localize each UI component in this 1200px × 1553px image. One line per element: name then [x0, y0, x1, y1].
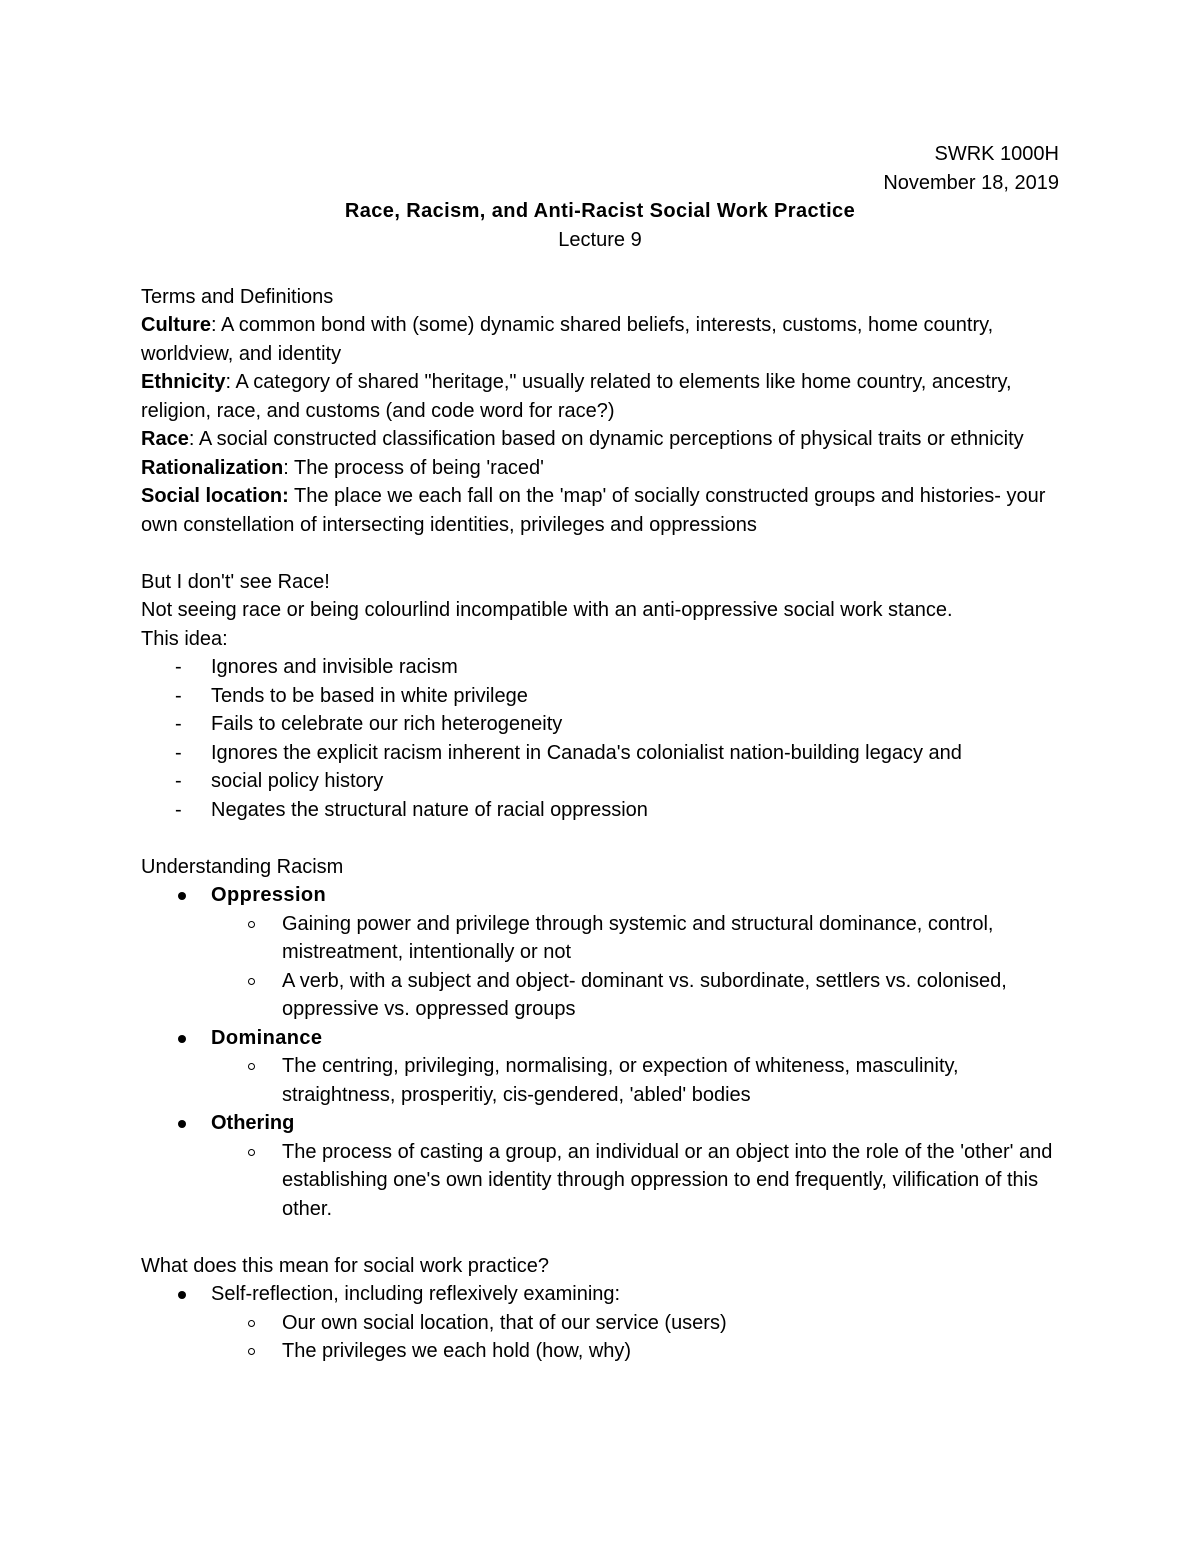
- list-item-othering: [141, 1109, 1059, 1223]
- bullet-icon: [178, 1120, 186, 1128]
- term-label: Ethnicity: [141, 371, 226, 393]
- list-item-text: social policy history: [211, 770, 384, 792]
- term-ethnicity: [141, 368, 1059, 425]
- list-item-label: Othering: [211, 1112, 295, 1134]
- dash-marker: -: [175, 684, 182, 707]
- sub-list: [211, 1052, 1059, 1109]
- circle-bullet-icon: [248, 1348, 255, 1355]
- practice-heading: What does this mean for social work practice?: [141, 1254, 549, 1277]
- term-definition: The process of being 'raced': [294, 456, 544, 479]
- term-social-location: [141, 482, 1059, 539]
- dash-marker: -: [175, 798, 182, 821]
- lecture-date: November 18, 2019: [883, 171, 1059, 194]
- list-item-text: Ignores the explicit racism inherent in Canada's colonialist nation-building legacy and: [211, 741, 962, 764]
- sub-list-item: [211, 1337, 1059, 1366]
- term-separator: :: [188, 428, 199, 450]
- list-item-text: Fails to celebrate our rich heterogeneity: [211, 713, 563, 735]
- list-item-label: Dominance: [211, 1026, 323, 1049]
- see-race-list: [141, 653, 1059, 824]
- sub-list-item-text: Our own social location, that of our service (users): [282, 1311, 727, 1334]
- bullet-icon: [178, 1035, 186, 1043]
- list-item-label: Self-reflection, including reflexively examining:: [211, 1283, 621, 1305]
- circle-bullet-icon: [248, 921, 255, 928]
- list-item-label: Oppression: [211, 884, 327, 906]
- list-item-text: Ignores and invisible racism: [211, 656, 458, 678]
- term-separator: :: [211, 314, 222, 336]
- list-item: [141, 796, 1059, 825]
- sub-list: [211, 1138, 1059, 1224]
- sub-list-item-text: The centring, privileging, normalising, or expection of whiteness, masculinity, straightness, prosperitiy, cis-gendered, 'abled' bodies: [282, 1055, 959, 1106]
- list-item: [141, 653, 1059, 682]
- circle-bullet-icon: [248, 1320, 255, 1327]
- term-race: [141, 425, 1059, 454]
- list-item-oppression: [141, 881, 1059, 1024]
- list-item-dominance: [141, 1024, 1059, 1110]
- term-definition: A common bond with (some) dynamic shared beliefs, interests, customs, home country, worldview, and identity: [141, 314, 994, 365]
- dash-marker: -: [175, 656, 182, 678]
- list-item-text: Negates the structural nature of racial oppression: [211, 798, 648, 821]
- sub-list-item: [211, 967, 1059, 1024]
- understanding-list: [141, 881, 1059, 1223]
- spacer: [141, 539, 1059, 568]
- dash-marker: -: [175, 741, 182, 764]
- term-culture: [141, 311, 1059, 368]
- lecture-number: Lecture 9: [558, 228, 642, 251]
- document-title: Race, Racism, and Anti-Racist Social Work Practice: [344, 200, 856, 222]
- list-item-text: Tends to be based in white privilege: [211, 684, 528, 707]
- dash-marker: -: [175, 713, 182, 735]
- sub-list-item-text: Gaining power and privilege through systemic and structural dominance, control, mistreatment, intentionally or not: [282, 912, 994, 963]
- sub-list-item: [211, 910, 1059, 967]
- term-label: Culture: [141, 314, 211, 336]
- spacer: [141, 824, 1059, 853]
- see-race-heading: But I don't' see Race!: [141, 570, 330, 593]
- term-label: Social location:: [141, 485, 289, 507]
- spacer: [141, 254, 1059, 283]
- sub-list: [211, 1309, 1059, 1366]
- term-rationalization: [141, 454, 1059, 483]
- understanding-heading: Understanding Racism: [141, 855, 344, 878]
- see-race-intro: This idea:: [141, 627, 228, 650]
- term-definition: A category of shared "heritage," usually related to elements like home country, ancestry, religion, race, and customs (and code word for race?): [141, 371, 1012, 422]
- spacer: [141, 1223, 1059, 1252]
- term-label: Race: [141, 428, 189, 450]
- term-definition: The place we each fall on the 'map' of socially constructed groups and histories- your own constellation of intersecting identities, privileges and oppressions: [141, 485, 1046, 536]
- sub-list-item: [211, 1138, 1059, 1224]
- sub-list-item-text: The privileges we each hold (how, why): [282, 1340, 632, 1362]
- sub-list-item: [211, 1052, 1059, 1109]
- sub-list: [211, 910, 1059, 1024]
- bullet-icon: [178, 1291, 186, 1299]
- sub-list-item-text: A verb, with a subject and object- dominant vs. subordinate, settlers vs. colonised, oppressive vs. oppressed groups: [282, 969, 1007, 1020]
- list-item: [141, 682, 1059, 711]
- term-separator: :: [283, 456, 294, 479]
- practice-list: [141, 1280, 1059, 1366]
- term-definition: A social constructed classification based on dynamic perceptions of physical traits or ethnicity: [198, 428, 1024, 450]
- dash-marker: -: [175, 770, 182, 792]
- circle-bullet-icon: [248, 978, 255, 985]
- term-separator: :: [225, 371, 236, 393]
- list-item: [141, 710, 1059, 739]
- circle-bullet-icon: [248, 1063, 255, 1070]
- circle-bullet-icon: [248, 1149, 255, 1156]
- list-item: [141, 739, 1059, 768]
- list-item: [141, 767, 1059, 796]
- sub-list-item-text: The process of casting a group, an individual or an object into the role of the 'other' and establishing one's own identity through oppression to end frequently, vilification of this other.: [282, 1140, 1053, 1220]
- see-race-statement: Not seeing race or being colourlind incompatible with an anti-oppressive social work stance.: [141, 599, 953, 621]
- bullet-icon: [178, 892, 186, 900]
- terms-heading: Terms and Definitions: [141, 285, 334, 308]
- sub-list-item: [211, 1309, 1059, 1338]
- course-code: SWRK 1000H: [934, 143, 1059, 165]
- document-page: [141, 140, 1059, 1366]
- term-label: Rationalization: [141, 456, 284, 479]
- list-item-self-reflection: [141, 1280, 1059, 1366]
